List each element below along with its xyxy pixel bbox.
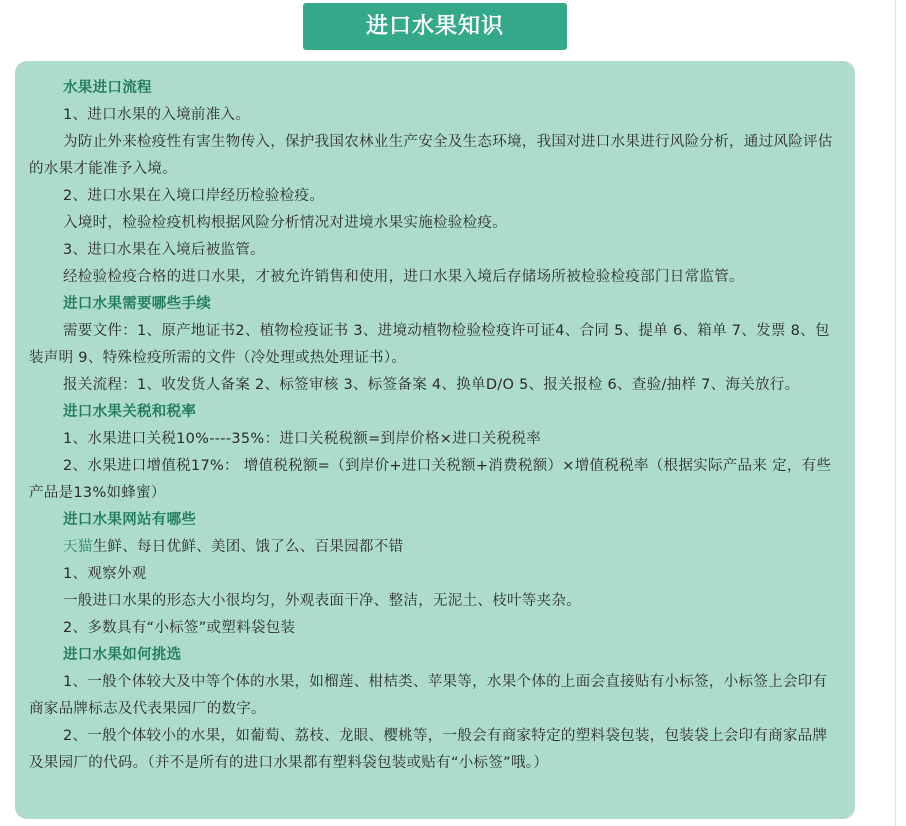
right-divider [895, 0, 896, 826]
paragraph: 需要文件：1、原产地证书2、植物检疫证书 3、进境动植物检验检疫许可证4、合同 5、提单 6、箱单 7、发票 8、包装声明 9、特殊检疫所需的文件（冷处理或热处理证书）。 [29, 323, 830, 366]
paragraph: 1、进口水果的入境前准入。 [63, 107, 251, 123]
paragraph: 为防止外来检疫性有害生物传入，保护我国农林业生产安全及生态环境，我国对进口水果进行风险分析，通过风险评估的水果才能准予入境。 [29, 134, 833, 177]
paragraph: 1、水果进口关税10%----35%：进口关税税额=到岸价格×进口关税税率 [63, 431, 542, 447]
tmall-link[interactable]: 天猫 [63, 539, 93, 555]
paragraph: 3、进口水果在入境后被监管。 [63, 242, 265, 258]
paragraph: 1、观察外观 [63, 566, 147, 582]
section-heading-import-process: 水果进口流程 [63, 80, 152, 96]
section-heading-websites: 进口水果网站有哪些 [63, 512, 197, 528]
article-content [15, 61, 855, 819]
paragraph: 报关流程：1、收发货人备案 2、标签审核 3、标签备案 4、换单D/O 5、报关报检 6、查验/抽样 7、海关放行。 [63, 377, 800, 393]
paragraph: 一般进口水果的形态大小很均匀，外观表面干净、整洁，无泥土、枝叶等夹杂。 [63, 593, 581, 609]
paragraph: 2、一般个体较小的水果，如葡萄、荔枝、龙眼、樱桃等，一般会有商家特定的塑料袋包装，包装袋上会印有商家品牌及果园厂的代码。（并不是所有的进口水果都有塑料袋包装或贴有“小标签”哦。） [29, 728, 828, 771]
paragraph-text: 生鲜、每日优鲜、美团、饿了么、百果园都不错 [92, 539, 404, 555]
paragraph: 2、进口水果在入境口岸经历检验检疫。 [63, 188, 325, 204]
paragraph: 经检验检疫合格的进口水果，才被允许销售和使用，进口水果入境后存储场所被检验检疫部门日常监管。 [63, 269, 744, 285]
page-title: 进口水果知识 [303, 3, 567, 50]
paragraph: 2、水果进口增值税17%： 增值税税额=（到岸价+进口关税额+消费税额）×增值税税率（根据实际产品来 定，有些产品是13%如蜂蜜） [29, 458, 832, 501]
section-heading-selection: 进口水果如何挑选 [63, 647, 182, 663]
paragraph: 1、一般个体较大及中等个体的水果，如榴莲、柑桔类、苹果等，水果个体的上面会直接贴有小标签，小标签上会印有商家品牌标志及代表果园厂的数字。 [29, 674, 828, 717]
section-heading-procedures: 进口水果需要哪些手续 [63, 296, 211, 312]
paragraph [29, 534, 841, 561]
paragraph: 入境时，检验检疫机构根据风险分析情况对进境水果实施检验检疫。 [63, 215, 507, 231]
section-heading-tariffs: 进口水果关税和税率 [63, 404, 197, 420]
paragraph: 2、多数具有“小标签”或塑料袋包装 [63, 620, 296, 636]
